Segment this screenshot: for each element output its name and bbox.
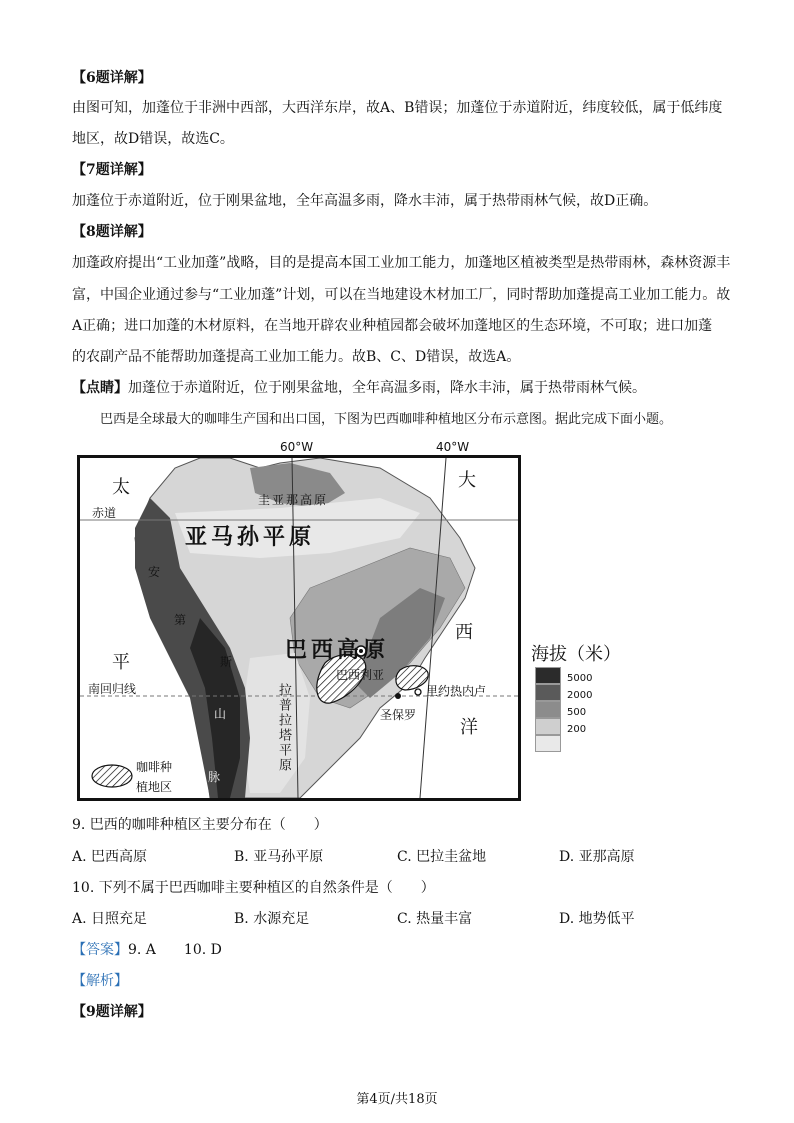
dianjing-label: 【点睛】 (72, 380, 128, 396)
map-graphic (80, 458, 518, 798)
label-tropic: 南回归线 (88, 682, 137, 696)
intro-text: 巴西是全球最大的咖啡生产国和出口国，下图为巴西咖啡种植地区分布示意图。据此完成下面小题。 (100, 412, 673, 427)
label-saopaulo: 圣保罗 (380, 708, 417, 722)
q7-header: 【7题详解】 (72, 162, 152, 178)
lon-label-60w: 60°W (280, 440, 314, 454)
page-footer: 第4页/共18页 (356, 1092, 438, 1107)
label-laplata-plain: 拉普拉塔平原 (276, 683, 291, 773)
label-pacific-1: 太 (112, 477, 130, 498)
q9-detail-header: 【9题详解】 (72, 1004, 152, 1020)
coffee-region-east (396, 666, 428, 690)
q8-text-3: A正确；进口加蓬的木材原料，在当地开辟农业种植园都会破坏加蓬地区的生态环境，不可取；进口加蓬 (72, 318, 713, 334)
q6-text-1: 由图可知，加蓬位于非洲中西部，大西洋东岸，故A、B错误；加蓬位于赤道附近，纬度较低，属于低纬度 (72, 100, 723, 116)
label-atlantic-2: 西 (455, 622, 473, 643)
saopaulo-marker (395, 693, 401, 699)
legend-level-200: 200 (567, 724, 587, 735)
label-atlantic-1: 大 (458, 470, 476, 491)
label-andes-2: 第 (174, 613, 187, 627)
q10-option-d: D. 地势低平 (559, 911, 635, 927)
legend-swatch-5 (535, 735, 561, 752)
lon-label-40w: 40°W (436, 440, 470, 454)
label-pacific-2: 平 (112, 652, 130, 673)
label-andes-5: 脉 (208, 770, 221, 784)
legend-swatch-1 (535, 667, 561, 684)
elevation-legend (531, 640, 661, 750)
q8-text-4: 的农副产品不能帮助加蓬提高工业加工能力。故B、C、D错误，故选A。 (72, 349, 521, 365)
legend-title: 海拔（米） (531, 644, 621, 665)
dianjing-line (72, 378, 646, 398)
q9-option-b: B. 亚马孙平原 (234, 849, 324, 865)
legend-level-2000: 2000 (567, 690, 593, 701)
legend-swatch-2 (535, 684, 561, 701)
label-brazil-plateau: 巴西高原 (285, 638, 390, 663)
q7-text-1: 加蓬位于赤道附近，位于刚果盆地，全年高温多雨，降水丰沛，属于热带雨林气候，故D正确。 (72, 193, 658, 209)
label-rio: 里约热内卢 (426, 684, 487, 698)
brazil-coffee-map (77, 455, 521, 801)
legend-swatch-3 (535, 701, 561, 718)
answer-label: 【答案】 (72, 942, 128, 958)
legend-swatch-4 (535, 718, 561, 735)
legend-coffee-line-2: 植地区 (136, 780, 173, 794)
label-andes-1: 安 (148, 565, 161, 579)
q8-text-2: 富，中国企业通过参与“工业加蓬”计划，可以在当地建设木材加工厂，同时帮助加蓬提高工业加工能力。故 (72, 287, 731, 303)
label-andes-3: 斯 (220, 655, 233, 669)
label-equator: 赤道 (92, 506, 117, 520)
rio-marker (415, 689, 421, 695)
legend-coffee-line-1: 咖啡种 (136, 760, 173, 774)
q6-text-2: 地区，故D错误，故选C。 (72, 131, 234, 147)
label-guiana-highlands: 圭亚那高原 (258, 493, 329, 507)
legend-level-500: 500 (567, 707, 587, 718)
q10-option-c: C. 热量丰富 (397, 911, 473, 927)
q9-stem: 9. 巴西的咖啡种植区主要分布在（ ） (72, 817, 328, 833)
dianjing-text: 加蓬位于赤道附近，位于刚果盆地，全年高温多雨，降水丰沛，属于热带雨林气候。 (128, 380, 646, 396)
q10-option-a: A. 日照充足 (72, 911, 148, 927)
answer-text: 9. A 10. D (128, 942, 222, 958)
label-andes-4: 山 (214, 707, 227, 721)
legend-coffee-swatch (92, 765, 132, 787)
q6-header: 【6题详解】 (72, 70, 152, 86)
label-amazon-plain: 亚马孙平原 (185, 525, 316, 550)
q10-option-b: B. 水源充足 (234, 911, 310, 927)
q9-option-d: D. 亚那高原 (559, 849, 635, 865)
analysis-label: 【解析】 (72, 973, 128, 989)
q8-header: 【8题详解】 (72, 224, 152, 240)
q9-option-a: A. 巴西高原 (72, 849, 148, 865)
label-brasilia: 巴西利亚 (336, 668, 385, 682)
legend-level-5000: 5000 (567, 673, 593, 684)
answer-line (72, 940, 222, 960)
q9-option-c: C. 巴拉圭盆地 (397, 849, 487, 865)
q10-stem: 10. 下列不属于巴西咖啡主要种植区的自然条件是（ ） (72, 880, 435, 896)
q8-text-1: 加蓬政府提出“工业加蓬”战略，目的是提高本国工业加工能力，加蓬地区植被类型是热带雨林，森林资源丰 (72, 255, 731, 271)
label-atlantic-3: 洋 (460, 717, 478, 738)
